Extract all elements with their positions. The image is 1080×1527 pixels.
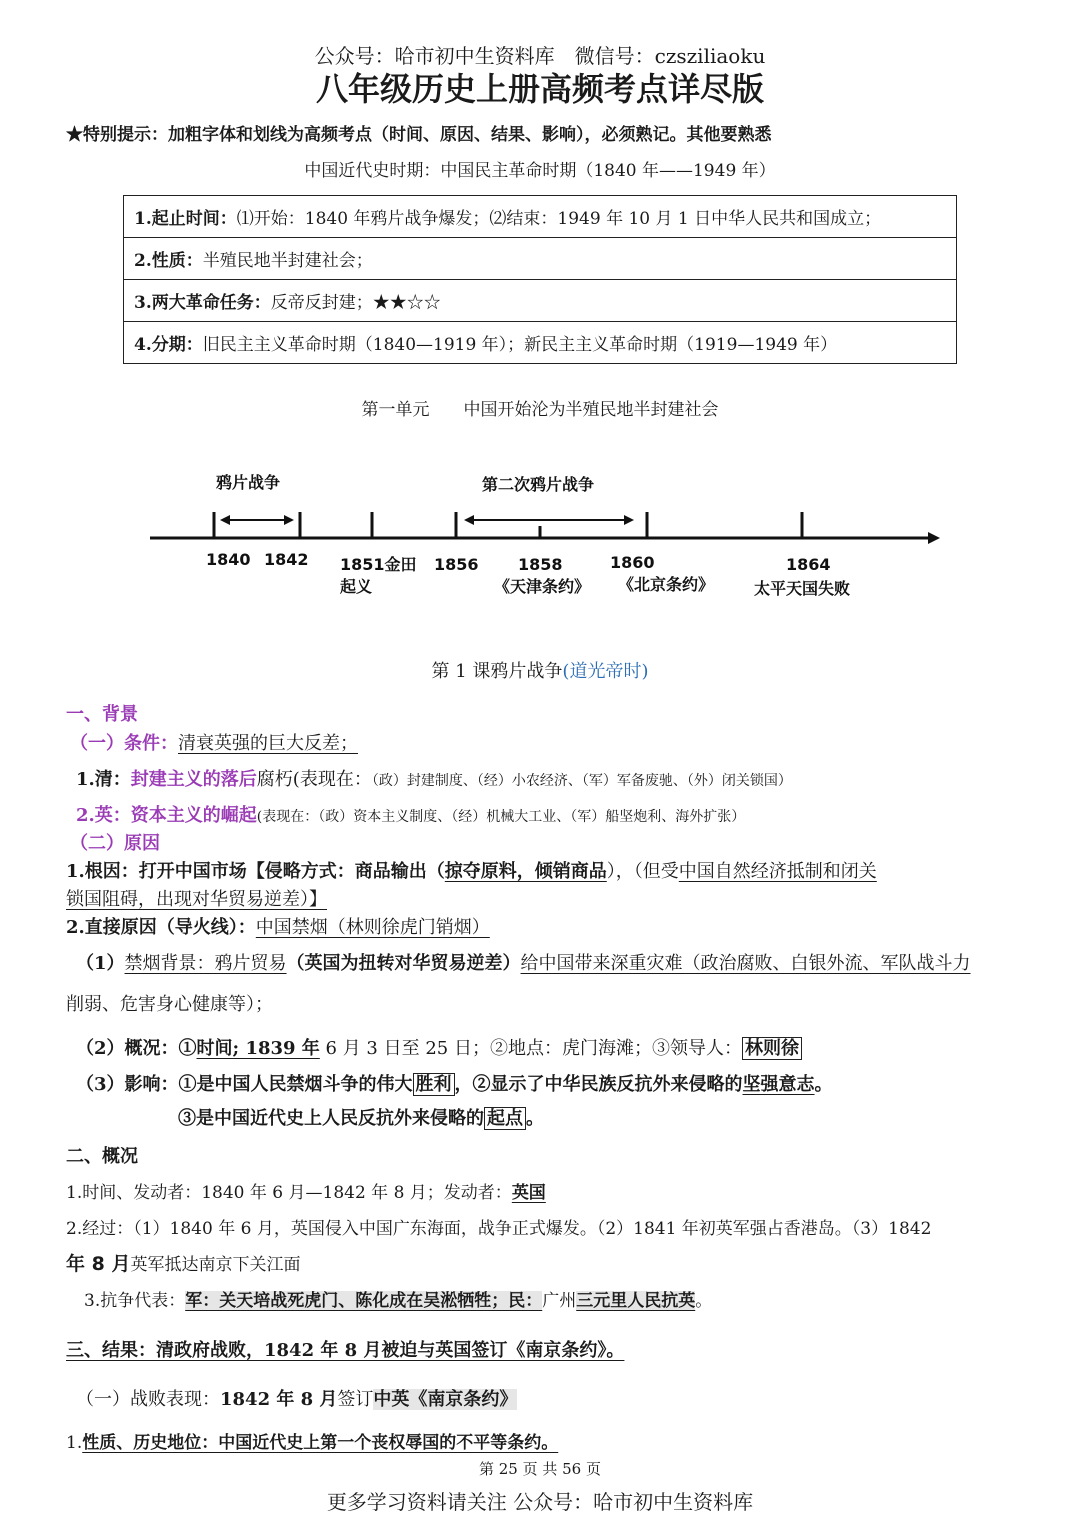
lesson-title (0, 657, 1080, 683)
direct-cause-line (66, 913, 490, 939)
ban2-leader: 林则徐 (742, 1037, 802, 1060)
root-b: 掠夺原料，倾销商品 (444, 861, 607, 882)
defeat-line (76, 1385, 517, 1411)
overview-line-2: 2.经过：（1）1840 年 6 月，英国侵入中国广东海面，战争正式爆发。（2）1841 年初英军强占香港岛。（3）1842 (66, 1219, 932, 1239)
root-cause-line (66, 857, 877, 883)
s3-1-a: （一）战败表现： (76, 1389, 220, 1410)
arrow-right-icon (624, 515, 634, 525)
section-heading: 二、概况 (66, 1146, 138, 1167)
row-label: 4.分期： (134, 335, 203, 355)
nature-line (66, 1428, 558, 1453)
ban3-a: （3）影响：①是中国人民禁烟斗争的伟大 (76, 1074, 413, 1095)
subsection-label: （二）原因 (70, 833, 160, 854)
ban-background-line (76, 949, 971, 975)
year-label: 1851金田 (340, 555, 417, 574)
ban3-b: 胜利 (413, 1073, 455, 1096)
range-label: 鸦片战争 (216, 473, 281, 492)
year-label: 1860 (610, 553, 655, 572)
range-label: 第二次鸦片战争 (482, 475, 595, 494)
direct-a: 2.直接原因（导火线）： (66, 917, 256, 938)
row-label: 2.性质： (134, 251, 203, 271)
row-label: 1.起止时间： (134, 209, 237, 229)
s3-2-a: 1. (66, 1433, 83, 1453)
arrow-left-icon (464, 515, 474, 525)
qing-key: 封建主义的落后 (130, 769, 257, 790)
subsection-label: （一）条件： (70, 733, 178, 754)
special-tip: ★特别提示：加粗字体和划线为高频考点（时间、原因、结果、影响），必须熟记。其他要熟悉 (66, 125, 772, 145)
top-watermark: 公众号：哈市初中生资料库 微信号：czsziliaoku (314, 44, 766, 68)
period-heading: 中国近代史时期：中国民主革命时期（1840 年——1949 年） (304, 161, 776, 181)
root-a: 1.根因：打开中国市场【侵略方式：商品输出（ (66, 861, 445, 882)
condition-line (70, 729, 358, 755)
root-c: ），（但受 (606, 861, 679, 882)
timeline-diagram (140, 460, 950, 610)
gk3-b: 军：关天培战死虎门、陈化成在吴淞牺牲；民： (185, 1291, 543, 1311)
page-title: 八年级历史上册高频考点详尽版 (315, 70, 764, 108)
gk2-b: 年 8 月 (66, 1253, 131, 1275)
ban-impact-line-2 (178, 1104, 544, 1130)
ban2-a: （2）概况：① (76, 1038, 197, 1059)
unit-heading: 第一单元 中国开始沦为半殖民地半封建社会 (361, 400, 719, 420)
gk3-d: 三元里人民抗英 (576, 1291, 696, 1311)
ban-background-line-2: 削弱、危害身心健康等）； (66, 994, 273, 1015)
ban1-d: 给中国带来深重灾难（政治腐败、白银外流、军队战斗力 (520, 953, 971, 974)
lesson-emperor: (道光帝时) (562, 661, 649, 682)
table-row (124, 280, 957, 322)
summary-table (123, 195, 957, 364)
ban1-b: 禁烟背景：鸦片贸易 (124, 953, 287, 974)
overview-line-1 (66, 1178, 546, 1203)
year-label: 1864 (786, 555, 831, 574)
year-label: 1858 (518, 555, 563, 574)
row-text: 反帝反封建；★★☆☆ (270, 293, 441, 313)
ban3-d: 坚强意志 (742, 1074, 815, 1095)
qing-tail: 腐朽(表现在： (256, 769, 372, 790)
direct-b: 中国禁烟（林则徐虎门销烟） (255, 917, 490, 938)
event-label: 《北京条约》 (618, 575, 715, 594)
s3-1-c: 签订 (337, 1389, 374, 1410)
qing-detail: （政）封建制度、（经）小农经济、（军）军备废驰、（外）闭关锁国） (371, 773, 792, 789)
table-row (124, 196, 957, 238)
bottom-watermark: 更多学习资料请关注 公众号：哈市初中生资料库 (326, 1490, 754, 1514)
condition-text: 清衰英强的巨大反差； (178, 733, 358, 754)
gk3-c: 广州 (542, 1291, 577, 1311)
table-row (124, 238, 957, 280)
arrow-right-icon (284, 515, 294, 525)
ban3-h: 。 (526, 1108, 544, 1129)
qing-line (76, 765, 792, 791)
ying-detail: (表现在：（政）资本主义制度、（经）机械大工业、（军）船坚炮利、海外扩张） (256, 809, 746, 825)
qing-prefix: 1.清： (76, 769, 131, 790)
ban1-c: （英国为扭转对华贸易逆差） (286, 953, 521, 974)
s3-2-b: 性质、历史地位：中国近代史上第一个丧权辱国的不平等条约。 (82, 1433, 559, 1453)
event-label: 太平天国失败 (754, 579, 851, 598)
ban3-g: 起点 (484, 1107, 526, 1130)
year-label: 1842 (264, 550, 309, 569)
root-cause-line-2: 锁国阻碍，出现对华贸易逆差）】 (66, 889, 327, 910)
ying-key: 资本主义的崛起 (130, 805, 257, 826)
gk2-c: 英军抵达南京下关江面 (130, 1255, 301, 1275)
row-text: ⑴开始：1840 年鸦片战争爆发；⑵结束：1949 年 10 月 1 日中华人民共和国成立； (236, 209, 882, 229)
arrow-left-icon (220, 515, 230, 525)
overview-line-2b (66, 1249, 300, 1276)
gk3-a: 3.抗争代表： (84, 1291, 186, 1311)
event-label: 《天津条约》 (494, 577, 591, 596)
lesson-name: 第 1 课鸦片战争 (431, 661, 563, 682)
overview-line-3 (84, 1286, 712, 1311)
event-label: 起义 (340, 577, 373, 596)
ying-prefix: 2.英： (76, 805, 131, 826)
row-text: 半殖民地半封建社会； (202, 251, 373, 271)
ban3-e: 。 (814, 1074, 833, 1095)
year-label: 1856 (434, 555, 479, 574)
s3-1-b: 1842 年 8 月 (220, 1389, 338, 1410)
ban2-b: 时间; 1839 年 (196, 1038, 320, 1059)
table-row (124, 322, 957, 364)
ban3-c: ，②显示了中华民族反抗外来侵略的 (454, 1074, 743, 1095)
s3-1-d: 中英《南京条约》 (373, 1389, 518, 1410)
timeline-arrow-icon (928, 532, 940, 544)
page-number: 第 25 页 共 56 页 (478, 1460, 601, 1478)
row-label: 3.两大革命任务： (134, 293, 271, 313)
row-text: 旧民主主义革命时期（1840—1919 年）；新民主主义革命时期（1919—1949 年） (202, 335, 838, 355)
ban2-c: 6 月 3 日至 25 日；②地点：虎门海滩；③领导人： (319, 1038, 742, 1059)
root-d: 中国自然经济抵制和闭关 (678, 861, 877, 882)
gk3-e: 。 (695, 1291, 713, 1311)
ban1-a: （1） (76, 953, 125, 974)
section-heading: 一、背景 (66, 704, 138, 725)
gk1-a: 1.时间、发动者：1840 年 6 月—1842 年 8 月；发动者： (66, 1183, 512, 1203)
year-label: 1840 (206, 550, 251, 569)
ban-impact-line (76, 1070, 833, 1096)
section-heading: 三、结果：清政府战败，1842 年 8 月被迫与英国签订《南京条约》。 (66, 1340, 625, 1361)
ban3-f: ③是中国近代史上人民反抗外来侵略的 (178, 1108, 484, 1129)
ban-overview-line (76, 1034, 802, 1060)
ying-line (76, 801, 745, 827)
gk1-b: 英国 (511, 1183, 546, 1203)
